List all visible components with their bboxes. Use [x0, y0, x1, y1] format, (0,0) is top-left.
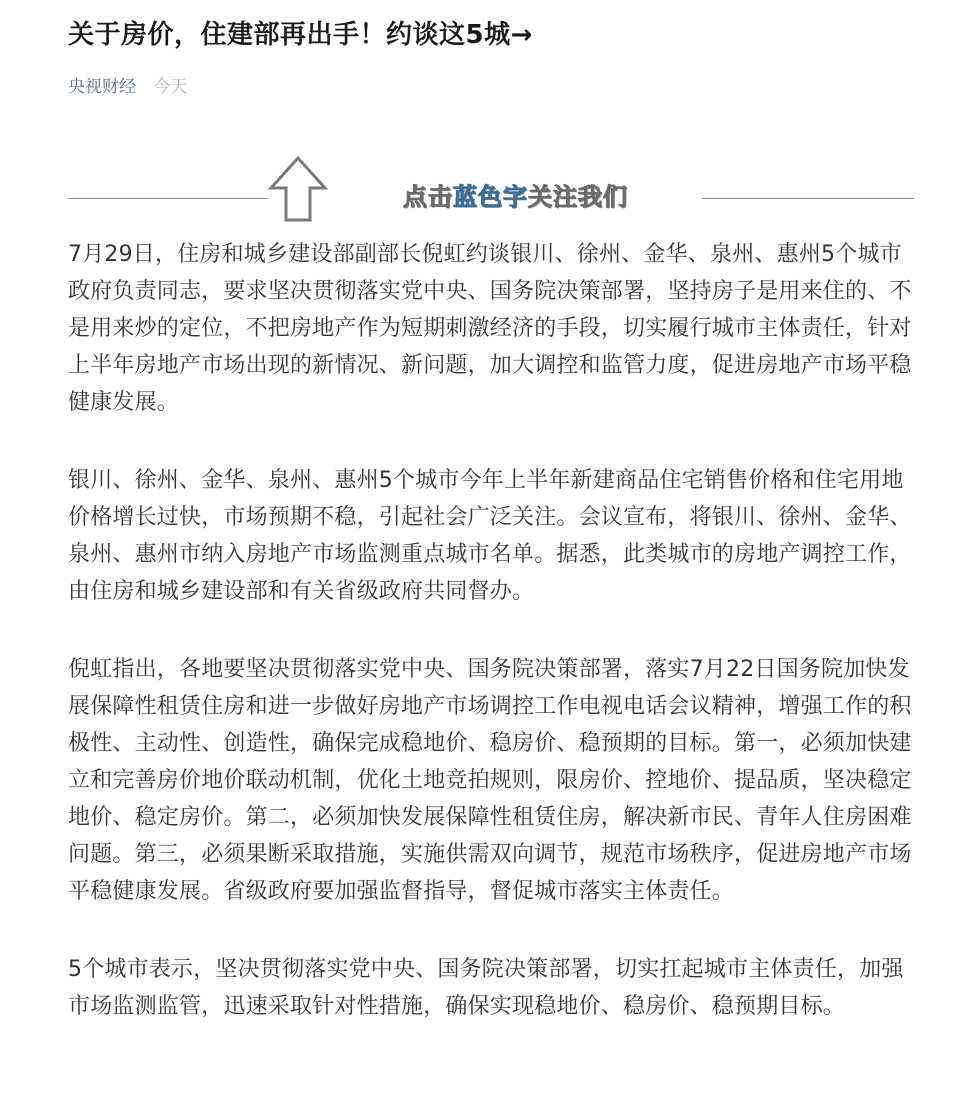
account-name-link[interactable]: 央视财经 [68, 77, 136, 97]
tagline-highlight: 蓝色字 [453, 183, 528, 211]
follow-banner [68, 150, 914, 228]
publish-time: 今天 [153, 77, 188, 97]
divider-right [702, 198, 914, 199]
paragraph: 倪虹指出，各地要坚决贯彻落实党中央、国务院决策部署，落实7月22日国务院加快发展保障性租赁住房和进一步做好房地产市场调控工作电视电话会议精神，增强工作的积极性、主动性、创造性，确保完成稳地价、稳房价、稳预期的目标。第一，必须加快建立和完善房价地价联动机制，优化土地竞拍规则，限房价、控地价、提品质，坚决稳定地价、稳定房价。第二，必须加快发展保障性租赁住房，解决新市民、青年人住房困难问题。第三，必须果断采取措施，实施供需双向调节，规范市场秩序，促进房地产市场平稳健康发展。省级政府要加强监督指导，督促城市落实主体责任。 [68, 657, 912, 904]
follow-tagline [403, 177, 628, 212]
article-body [68, 236, 918, 1066]
article-title: 关于房价，住建部再出手！约谈这5城→ [68, 20, 533, 50]
article-meta [68, 72, 187, 97]
tagline-prefix: 点击 [403, 183, 453, 211]
paragraph: 银川、徐州、金华、泉州、惠州5个城市今年上半年新建商品住宅销售价格和住宅用地价格增长过快，市场预期不稳，引起社会广泛关注。会议宣布，将银川、徐州、金华、泉州、惠州市纳入房地产市场监测重点城市名单。据悉，此类城市的房地产调控工作，由住房和城乡建设部和有关省级政府共同督办。 [68, 468, 912, 604]
divider-left [68, 198, 268, 199]
up-arrow-icon [268, 154, 328, 224]
paragraph: 7月29日，住房和城乡建设部副部长倪虹约谈银川、徐州、金华、泉州、惠州5个城市政府负责同志，要求坚决贯彻落实党中央、国务院决策部署，坚持房子是用来住的、不是用来炒的定位，不把房地产作为短期刺激经济的手段，切实履行城市主体责任，针对上半年房地产市场出现的新情况、新问题，加大调控和监管力度，促进房地产市场平稳健康发展。 [68, 242, 912, 415]
tagline-suffix: 关注我们 [528, 183, 628, 211]
paragraph: 5个城市表示，坚决贯彻落实党中央、国务院决策部署，切实扛起城市主体责任，加强市场监测监管，迅速采取针对性措施，确保实现稳地价、稳房价、稳预期目标。 [68, 957, 904, 1019]
